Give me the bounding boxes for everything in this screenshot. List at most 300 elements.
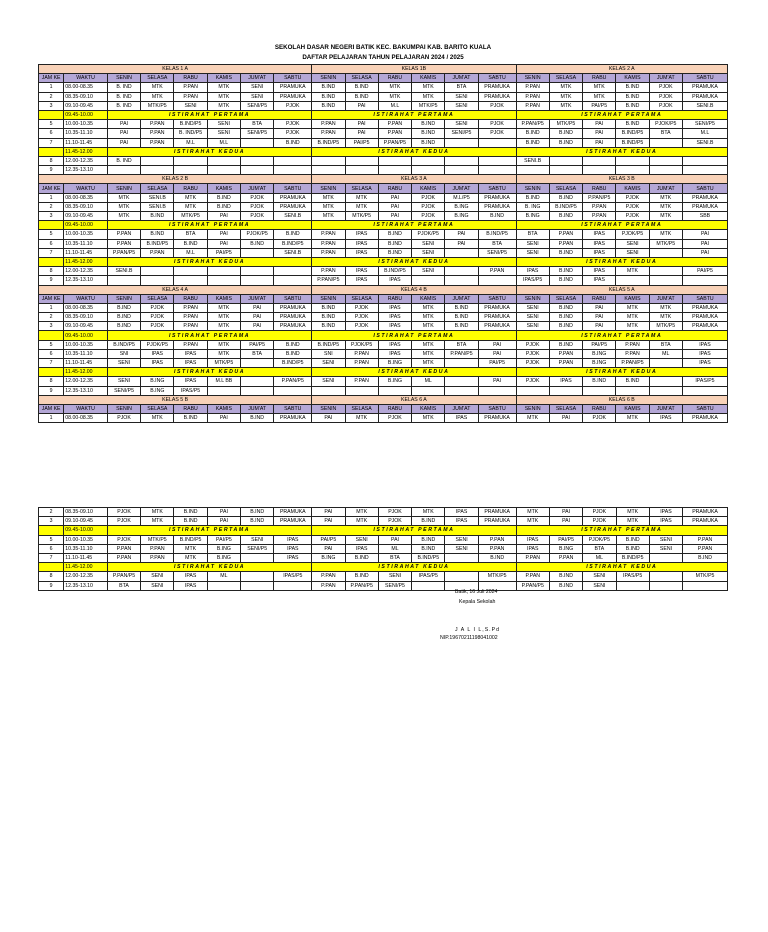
- period-number: 9: [39, 581, 64, 590]
- subject-cell: B.IND: [616, 535, 649, 544]
- subject-cell: SENI.B: [141, 202, 174, 211]
- subject-cell: [478, 276, 516, 285]
- column-header: SABTU: [274, 404, 312, 413]
- subject-cell: SENI/P5: [478, 248, 516, 257]
- subject-cell: B.IND: [516, 129, 549, 138]
- period-number: [39, 563, 64, 572]
- subject-cell: B.IND: [107, 322, 140, 331]
- subject-cell: P.PAN: [141, 120, 174, 129]
- subject-cell: SENI: [516, 303, 549, 312]
- column-header: RABU: [174, 74, 207, 83]
- subject-cell: M.L: [174, 248, 207, 257]
- subject-cell: MTK: [141, 517, 174, 526]
- subject-cell: P.PAN: [312, 129, 345, 138]
- period-number: 6: [39, 349, 64, 358]
- subject-cell: PJOK: [478, 101, 516, 110]
- subject-cell: [478, 156, 516, 165]
- subject-cell: [345, 166, 378, 175]
- subject-cell: MTK: [412, 340, 445, 349]
- subject-cell: B. IND: [107, 83, 140, 92]
- period-number: 7: [39, 359, 64, 368]
- subject-cell: PJOK: [141, 313, 174, 322]
- subject-cell: [241, 248, 274, 257]
- column-header: KAMIS: [616, 184, 649, 193]
- subject-cell: B.IND: [241, 239, 274, 248]
- break-label: ISTIRAHAT PERTAMA: [312, 110, 516, 119]
- subject-cell: PRAMUKA: [478, 313, 516, 322]
- subject-cell: B.IND: [274, 230, 312, 239]
- subject-cell: MTK: [345, 517, 378, 526]
- subject-cell: MTK: [174, 202, 207, 211]
- period-number: [39, 331, 64, 340]
- break-label: ISTIRAHAT PERTAMA: [516, 331, 727, 340]
- subject-cell: B. IND: [107, 92, 140, 101]
- subject-cell: IPAS: [649, 508, 682, 517]
- subject-cell: MTK: [345, 508, 378, 517]
- period-time: 08.00-08.35: [64, 303, 108, 312]
- subject-cell: MTK: [207, 92, 240, 101]
- subject-cell: IPAS: [378, 303, 411, 312]
- table-row: [39, 377, 728, 386]
- subject-cell: P.PAN: [516, 101, 549, 110]
- period-time: 08.00-08.35: [64, 414, 108, 423]
- period-time: 08.00-08.35: [64, 83, 108, 92]
- subject-cell: PJOK: [583, 508, 616, 517]
- subject-cell: B.IND: [274, 340, 312, 349]
- subject-cell: [583, 156, 616, 165]
- column-header: SENIN: [516, 294, 549, 303]
- column-header: RABU: [583, 184, 616, 193]
- break-label: ISTIRAHAT PERTAMA: [107, 221, 311, 230]
- subject-cell: B.IND: [549, 340, 582, 349]
- subject-cell: B.IND: [312, 83, 345, 92]
- subject-cell: B.IND: [378, 230, 411, 239]
- subject-cell: MTK: [207, 340, 240, 349]
- subject-cell: MTK: [141, 83, 174, 92]
- subject-cell: PJOK/P5: [412, 230, 445, 239]
- subject-cell: MTK: [583, 92, 616, 101]
- subject-cell: [378, 166, 411, 175]
- subject-cell: B.IND: [549, 138, 582, 147]
- subject-cell: PJOK: [274, 120, 312, 129]
- subject-cell: MTK/P5: [207, 359, 240, 368]
- subject-cell: PJOK: [378, 508, 411, 517]
- subject-cell: B.IND/P5: [312, 340, 345, 349]
- table-row: [39, 544, 728, 553]
- break-label: ISTIRAHAT KEDUA: [516, 563, 727, 572]
- subject-cell: SENI/P5: [445, 129, 478, 138]
- subject-cell: P.PAN/P5: [378, 138, 411, 147]
- subject-cell: SENI/P5: [378, 581, 411, 590]
- column-header: KAMIS: [207, 294, 240, 303]
- table-row: [39, 83, 728, 92]
- period-number: 2: [39, 508, 64, 517]
- table-row: [39, 349, 728, 358]
- subject-cell: PJOK: [141, 322, 174, 331]
- table-row: [39, 120, 728, 129]
- subject-cell: PAI/P5: [682, 267, 727, 276]
- period-time: 10.35-11.10: [64, 544, 108, 553]
- subject-cell: MTK: [207, 303, 240, 312]
- column-header: SENIN: [516, 404, 549, 413]
- period-number: 2: [39, 313, 64, 322]
- column-header: SABTU: [478, 74, 516, 83]
- period-time: 09.45-10.00: [64, 110, 108, 119]
- subject-cell: P.PAN: [616, 340, 649, 349]
- subject-cell: IPAS: [345, 276, 378, 285]
- subject-cell: SENI: [107, 377, 140, 386]
- subject-cell: MTK/P5: [412, 101, 445, 110]
- subject-cell: SENI: [412, 267, 445, 276]
- class-name: KELAS 3 B: [516, 175, 727, 184]
- break-label: ISTIRAHAT PERTAMA: [516, 110, 727, 119]
- subject-cell: PAI: [312, 517, 345, 526]
- break-label: ISTIRAHAT KEDUA: [312, 257, 516, 266]
- subject-cell: ML: [378, 544, 411, 553]
- subject-cell: [241, 386, 274, 395]
- subject-cell: MTK: [649, 313, 682, 322]
- subject-cell: PRAMUKA: [274, 508, 312, 517]
- column-header: JUM'AT: [649, 294, 682, 303]
- subject-cell: SENI: [583, 572, 616, 581]
- column-header: JUM'AT: [445, 74, 478, 83]
- subject-cell: [649, 276, 682, 285]
- subject-cell: SENI: [583, 581, 616, 590]
- column-header: SELASA: [345, 74, 378, 83]
- subject-cell: [649, 581, 682, 590]
- table-row: [39, 92, 728, 101]
- subject-cell: B.IND/P5: [274, 239, 312, 248]
- table-row: [39, 581, 728, 590]
- subject-cell: [141, 276, 174, 285]
- period-number: 1: [39, 193, 64, 202]
- subject-cell: B.IND: [549, 581, 582, 590]
- subject-cell: B.IND: [616, 101, 649, 110]
- subject-cell: B.ING: [207, 553, 240, 562]
- subject-cell: [445, 166, 478, 175]
- subject-cell: MTK: [649, 212, 682, 221]
- subject-cell: IPAS: [583, 276, 616, 285]
- subject-cell: IPAS: [682, 349, 727, 358]
- subject-cell: [207, 581, 240, 590]
- subject-cell: PRAMUKA: [478, 92, 516, 101]
- period-number: 3: [39, 212, 64, 221]
- column-header: JUM'AT: [241, 294, 274, 303]
- subject-cell: PAI/P5: [549, 535, 582, 544]
- period-time: 12.00-12.35: [64, 156, 108, 165]
- subject-cell: [478, 138, 516, 147]
- subject-cell: IPAS: [378, 276, 411, 285]
- subject-cell: PJOK: [274, 129, 312, 138]
- subject-cell: PJOK: [412, 212, 445, 221]
- subject-cell: [274, 166, 312, 175]
- subject-cell: MTK: [312, 193, 345, 202]
- subject-cell: P.PAN: [616, 349, 649, 358]
- signature-role: Kepala Sekolah: [459, 599, 496, 605]
- subject-cell: SENI: [241, 92, 274, 101]
- column-header: RABU: [378, 74, 411, 83]
- column-header: JUM'AT: [445, 184, 478, 193]
- class-header-row: [39, 395, 728, 404]
- subject-cell: MTK/P5: [649, 322, 682, 331]
- subject-cell: M.L BB: [207, 377, 240, 386]
- subject-cell: IPAS: [141, 359, 174, 368]
- subject-cell: SENI/P5: [107, 386, 140, 395]
- subject-cell: SENI: [241, 535, 274, 544]
- school-title: SEKOLAH DASAR NEGERI BATIK KEC. BAKUMPAI KAB. BARITO KUALA: [274, 44, 492, 51]
- period-time: 10.00-10.35: [64, 340, 108, 349]
- column-header: JAM KE: [39, 74, 64, 83]
- subject-cell: B.IND: [412, 535, 445, 544]
- period-number: 5: [39, 535, 64, 544]
- subject-cell: PAI/P5: [583, 101, 616, 110]
- period-time: 09.10-09.45: [64, 212, 108, 221]
- subject-cell: [445, 386, 478, 395]
- column-header: KAMIS: [207, 184, 240, 193]
- subject-cell: PJOK: [274, 101, 312, 110]
- subject-cell: SENI: [241, 83, 274, 92]
- column-header: SELASA: [345, 404, 378, 413]
- subject-cell: P.PAN/P5: [583, 193, 616, 202]
- column-header: SABTU: [274, 294, 312, 303]
- subject-cell: P.PAN: [549, 359, 582, 368]
- class-name: KELAS 2 A: [516, 65, 727, 74]
- column-header: SABTU: [682, 74, 727, 83]
- subject-cell: P.PAN/P5: [107, 248, 140, 257]
- subject-cell: B.IND: [549, 193, 582, 202]
- subject-cell: PAI: [549, 414, 582, 423]
- subject-cell: IPAS: [445, 414, 478, 423]
- period-number: 7: [39, 553, 64, 562]
- subject-cell: PAI/P5: [312, 535, 345, 544]
- subject-cell: B.IND: [274, 138, 312, 147]
- subject-cell: B.IND: [241, 508, 274, 517]
- subject-cell: P.PAN/P5: [312, 276, 345, 285]
- subject-cell: [345, 386, 378, 395]
- subject-cell: PRAMUKA: [682, 83, 727, 92]
- subject-cell: PRAMUKA: [478, 322, 516, 331]
- subject-cell: P.PAN: [141, 248, 174, 257]
- subject-cell: IPAS: [549, 377, 582, 386]
- subject-cell: [207, 386, 240, 395]
- break-label: ISTIRAHAT KEDUA: [312, 563, 516, 572]
- class-header-row: [39, 175, 728, 184]
- column-header: RABU: [583, 404, 616, 413]
- subject-cell: PAI: [478, 349, 516, 358]
- subject-cell: MTK/P5: [345, 212, 378, 221]
- subject-cell: [174, 267, 207, 276]
- subject-cell: B.IND: [549, 322, 582, 331]
- subject-cell: B.IND: [141, 230, 174, 239]
- subject-cell: PAI: [682, 239, 727, 248]
- subject-cell: [616, 156, 649, 165]
- subject-cell: IPAS/P5: [412, 572, 445, 581]
- schedule-table-continued: [38, 507, 728, 591]
- subject-cell: B.IND: [174, 517, 207, 526]
- subject-cell: B. IND: [107, 101, 140, 110]
- subject-cell: PJOK/P5: [141, 340, 174, 349]
- class-name: KELAS 5 B: [39, 395, 312, 404]
- column-header: KAMIS: [616, 74, 649, 83]
- column-header: SENIN: [516, 184, 549, 193]
- subject-cell: PRAMUKA: [682, 313, 727, 322]
- subject-cell: [649, 248, 682, 257]
- subject-cell: SENI: [312, 359, 345, 368]
- subject-cell: P.PAN: [345, 349, 378, 358]
- subject-cell: [649, 138, 682, 147]
- subject-cell: P.PAN: [141, 129, 174, 138]
- column-header: RABU: [174, 184, 207, 193]
- subject-cell: [274, 267, 312, 276]
- break-label: ISTIRAHAT PERTAMA: [107, 110, 311, 119]
- column-header: RABU: [378, 294, 411, 303]
- subject-cell: IPAS: [583, 239, 616, 248]
- subject-cell: IPAS: [378, 349, 411, 358]
- column-header-row: [39, 294, 728, 303]
- subject-cell: SENI/P5: [241, 129, 274, 138]
- subject-cell: SENI: [516, 239, 549, 248]
- subject-cell: PRAMUKA: [478, 202, 516, 211]
- subject-cell: PAI: [207, 212, 240, 221]
- subject-cell: PAI: [312, 414, 345, 423]
- subject-cell: B.IND: [412, 129, 445, 138]
- period-number: 8: [39, 572, 64, 581]
- subject-cell: MTK: [141, 508, 174, 517]
- subject-cell: P.PAN: [312, 230, 345, 239]
- subject-cell: P.PAN/P5: [516, 581, 549, 590]
- subject-cell: [345, 156, 378, 165]
- table-row: [39, 322, 728, 331]
- subject-cell: MTK: [412, 313, 445, 322]
- subject-cell: IPAS: [274, 553, 312, 562]
- subject-cell: MTK/P5: [141, 101, 174, 110]
- break-label: ISTIRAHAT PERTAMA: [312, 331, 516, 340]
- period-time: 11.45-12.00: [64, 368, 108, 377]
- subject-cell: SENI: [649, 544, 682, 553]
- subject-cell: [107, 166, 140, 175]
- period-number: 5: [39, 340, 64, 349]
- column-header: SENIN: [516, 74, 549, 83]
- subject-cell: SENI: [141, 581, 174, 590]
- period-time: 10.35-11.10: [64, 349, 108, 358]
- subject-cell: [241, 156, 274, 165]
- subject-cell: B.IND: [549, 303, 582, 312]
- subject-cell: [649, 572, 682, 581]
- period-number: [39, 110, 64, 119]
- subject-cell: PJOK: [345, 303, 378, 312]
- subject-cell: MTK: [412, 303, 445, 312]
- subject-cell: PJOK: [616, 193, 649, 202]
- subject-cell: PAI: [445, 239, 478, 248]
- column-header: SENIN: [312, 74, 345, 83]
- subject-cell: B.IND: [345, 83, 378, 92]
- class-name: KELAS 1 A: [39, 65, 312, 74]
- subject-cell: [682, 386, 727, 395]
- subject-cell: PRAMUKA: [478, 508, 516, 517]
- subject-cell: MTK: [616, 508, 649, 517]
- subject-cell: B.IND/P5: [312, 138, 345, 147]
- subject-cell: P.PAN: [516, 83, 549, 92]
- subject-cell: SENI: [412, 248, 445, 257]
- subject-cell: [174, 276, 207, 285]
- subject-cell: PJOK: [107, 508, 140, 517]
- subject-cell: PJOK: [516, 340, 549, 349]
- subject-cell: SENI: [445, 92, 478, 101]
- period-time: 12.00-12.35: [64, 572, 108, 581]
- subject-cell: P.PAN/P5: [274, 377, 312, 386]
- column-header: SELASA: [345, 294, 378, 303]
- subject-cell: [412, 581, 445, 590]
- subject-cell: PAI: [583, 322, 616, 331]
- subject-cell: [445, 572, 478, 581]
- subject-cell: [516, 386, 549, 395]
- class-name: KELAS 4 A: [39, 285, 312, 294]
- subject-cell: SENI: [445, 544, 478, 553]
- column-header: KAMIS: [616, 404, 649, 413]
- subject-cell: PRAMUKA: [274, 92, 312, 101]
- period-time: 10.35-11.10: [64, 129, 108, 138]
- subject-cell: B.IND: [412, 544, 445, 553]
- column-header: SELASA: [549, 74, 582, 83]
- subject-cell: B.IND/P5: [141, 239, 174, 248]
- subject-cell: [241, 138, 274, 147]
- column-header-row: [39, 74, 728, 83]
- subject-cell: PRAMUKA: [683, 517, 728, 526]
- class-name: KELAS 3 A: [312, 175, 516, 184]
- subject-cell: BTA: [649, 340, 682, 349]
- subject-cell: MTK: [516, 517, 549, 526]
- subject-cell: P.PAN: [174, 340, 207, 349]
- subject-cell: PAI/P5: [207, 535, 240, 544]
- period-time: 09.10-09.45: [64, 322, 108, 331]
- subject-cell: [241, 377, 274, 386]
- subject-cell: PAI: [107, 120, 140, 129]
- subject-cell: [549, 156, 582, 165]
- subject-cell: MTK: [649, 193, 682, 202]
- subject-cell: [274, 276, 312, 285]
- subject-cell: PAI: [445, 230, 478, 239]
- subject-cell: B.IND: [312, 303, 345, 312]
- subject-cell: [649, 553, 682, 562]
- table-row: [39, 267, 728, 276]
- subject-cell: [312, 166, 345, 175]
- subject-cell: P.PAN: [174, 92, 207, 101]
- subject-cell: BTA: [241, 120, 274, 129]
- subject-cell: PJOK/P5: [345, 340, 378, 349]
- subject-cell: B.IND: [345, 92, 378, 101]
- subject-cell: IPAS: [345, 267, 378, 276]
- period-number: 3: [39, 101, 64, 110]
- subject-cell: PJOK: [583, 414, 616, 423]
- subject-cell: IPAS: [682, 340, 727, 349]
- subject-cell: SENI/P5: [241, 101, 274, 110]
- table-row: [39, 230, 728, 239]
- subject-cell: PRAMUKA: [274, 303, 312, 312]
- subject-cell: MTK: [345, 202, 378, 211]
- subject-cell: P.PAN: [478, 535, 516, 544]
- subject-cell: [616, 581, 649, 590]
- subject-cell: PAI: [549, 517, 582, 526]
- subject-cell: PJOK/P5: [583, 535, 616, 544]
- subject-cell: MTK: [616, 267, 649, 276]
- subject-cell: IPAS: [516, 544, 549, 553]
- subject-cell: B.IND/P5: [174, 120, 207, 129]
- subject-cell: PJOK: [241, 193, 274, 202]
- subject-cell: MTK/P5: [174, 212, 207, 221]
- subject-cell: PRAMUKA: [478, 83, 516, 92]
- subject-cell: M.L: [207, 138, 240, 147]
- period-number: [39, 221, 64, 230]
